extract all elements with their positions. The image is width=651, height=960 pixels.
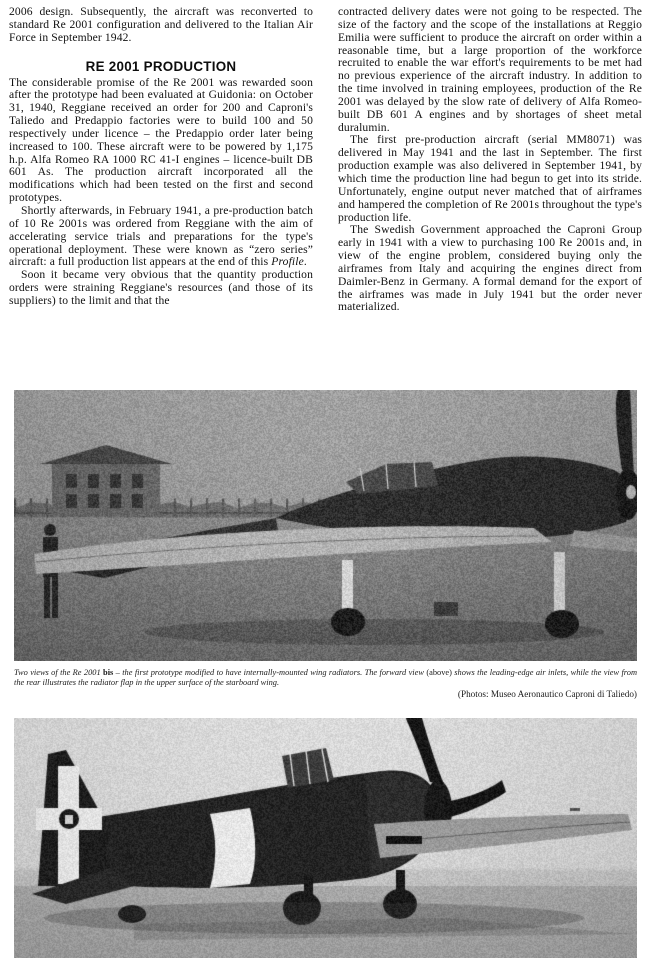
left-paragraph-1: The considerable promise of the Re 2001 was rewarded soon after the prototype had been evaluated at Guidonia: on October 31, 1940, Reggiane received an order for 200 and Caproni's Taliedo and Predappio factories were to build 100 and 50 respectively under licence – the Predappio order later being increased to 100. These aircraft were to be powered by 1,175 h.p. Alfa Romeo RA 1000 RC 41-I engines – licence-built DB 601 As. The production aircraft incorporated all the modifications which had been tested on the first and second prototypes. bbox=[9, 75, 313, 205]
right-paragraph-1: contracted delivery dates were not going to be respected. The size of the factory and the scope of the installations at Reggio Emilia were sufficient to produce the aircraft on order within a reasonable time, but a large proportion of the workforce recruited to enable the war effort's requirements to be met had no previous experience of the aircraft industry. In addition to the time involved in training employees, production of the Re 2001 was delayed by the slow rate of delivery of Alfa Romeo-built DB 601 A engines and by shortages of sheet metal duralumin. bbox=[338, 5, 642, 134]
paragraph-continued: 2006 design. Subsequently, the aircraft was reconverted to standard Re 2001 configuration and delivered to the Italian Air Force in September 1942. bbox=[9, 5, 313, 44]
left-paragraph-3: Soon it became very obvious that the quantity production orders were straining Reggiane's resources (and those of its suppliers) to the limit and that the bbox=[9, 268, 313, 307]
left-column bbox=[9, 6, 313, 308]
figure-photo-credit: (Photos: Museo Aeronautico Caproni di Taliedo) bbox=[457, 689, 637, 700]
caption-part-1: Two views of the Re 2001 bbox=[14, 668, 104, 677]
right-column bbox=[338, 6, 642, 314]
right-paragraph-2: The first pre-production aircraft (serial MM8071) was delivered in May 1941 and the last in September. The first production example was also delivered in September 1941, by which time the production line had begun to get into its stride. Unfortunately, engine output never matched that of airframes and hampered the completion of Re 2001s throughout the type's production life. bbox=[338, 133, 642, 224]
profile-trailing-period: . bbox=[303, 255, 307, 269]
profile-italic-word: Profile bbox=[271, 255, 304, 269]
right-paragraph-3: The Swedish Government approached the Caproni Group early in 1941 with a view to purchasing 100 Re 2001s and, in view of the engine problem, considered buying only the airframes from Italy and acquiring the engines direct from Daimler-Benz in Germany. A formal demand for the export of the airframes was made in July 1941 but the order never materialized. bbox=[338, 223, 642, 314]
figure-caption bbox=[14, 668, 637, 687]
figure-re-2001-bis-rear-view bbox=[14, 718, 637, 958]
figure-re-2001-bis-forward-view bbox=[14, 390, 637, 661]
caption-bis: bis bbox=[103, 668, 114, 677]
left-paragraph-2 bbox=[9, 205, 313, 269]
caption-part-2: – the first prototype modified to have internally-mounted wing radiators. The forward view bbox=[113, 668, 427, 677]
figure-bottom-canvas bbox=[14, 718, 637, 958]
figure-top-canvas bbox=[14, 390, 637, 661]
figure-caption-block bbox=[14, 668, 637, 700]
caption-part-3: shows the leading-edge air inlets, while the view from the rear illustrates the radiator flap in the upper surface of the starboard wing. bbox=[14, 668, 637, 687]
two-column-text-body bbox=[0, 0, 651, 314]
section-heading: RE 2001 PRODUCTION bbox=[85, 58, 237, 74]
caption-above: (above) bbox=[426, 668, 452, 677]
left-paragraph-2-text: Shortly afterwards, in February 1941, a pre-production batch of 10 Re 2001s was ordered from Reggiane with the aim of accelerating service trials and preparations for the type's operational deployment. These were known as “zero series” aircraft: a full production list appears at the end of this bbox=[9, 203, 313, 269]
